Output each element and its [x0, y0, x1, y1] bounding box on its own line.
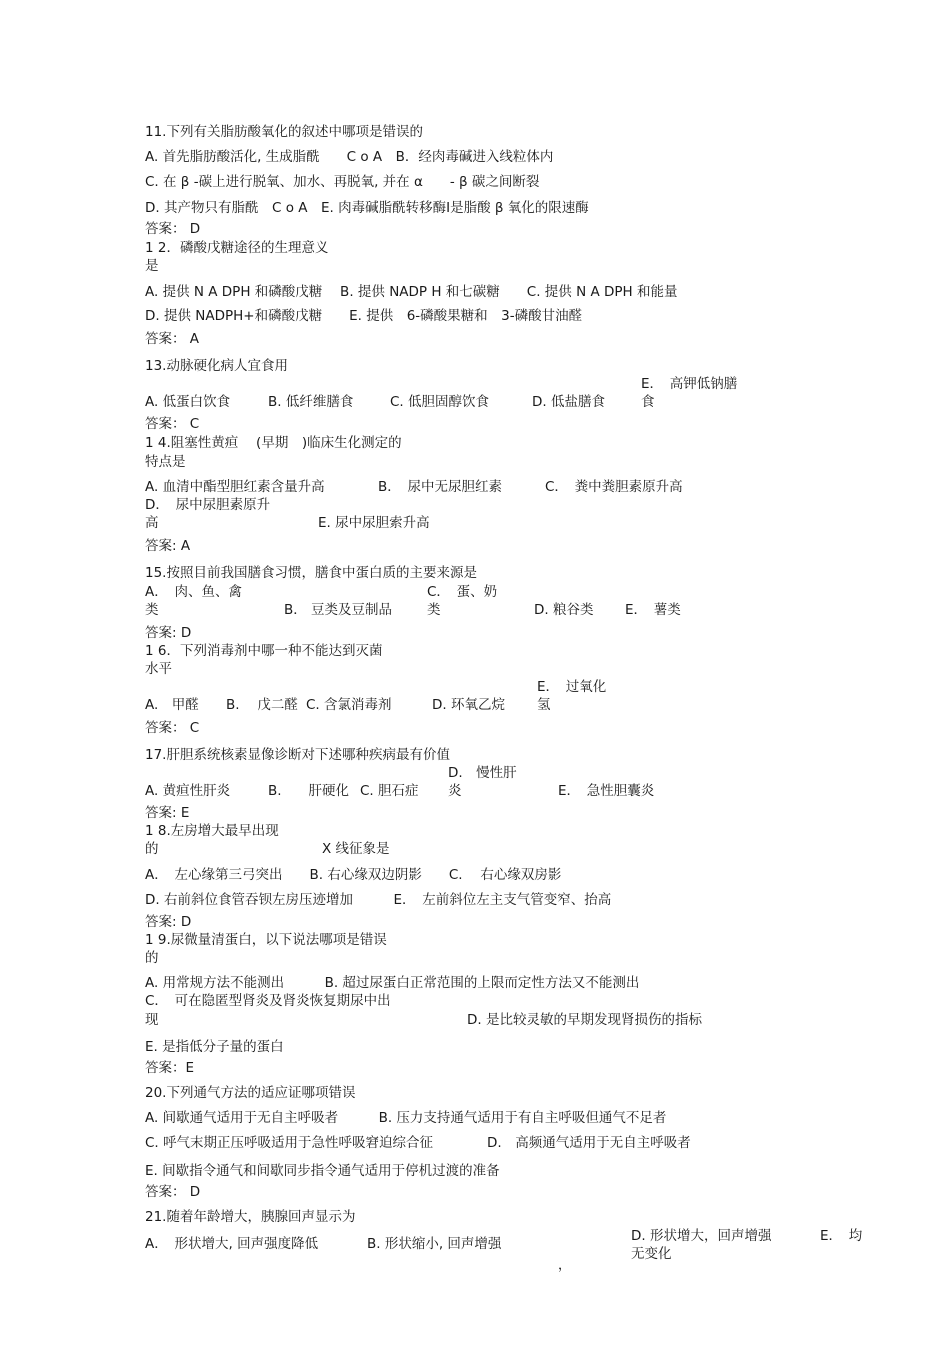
q13-answer: 答案： C	[145, 416, 200, 432]
q12-answer: 答案： A	[145, 331, 200, 347]
q15-option-b: B． 豆类及豆制品	[284, 602, 393, 618]
q17-option-d-line2: 炎	[448, 783, 462, 799]
q13-option-a: A. 低蛋白饮食	[145, 394, 231, 410]
q15-answer: 答案: D	[145, 625, 192, 641]
q16-stem-line2: 水平	[145, 661, 172, 677]
q14-option-c: C． 粪中粪胆素原升高	[545, 479, 683, 495]
q17-option-b: B. 肝硬化	[268, 783, 350, 799]
q17-option-a: A. 黄疸性肝炎	[145, 783, 231, 799]
q19-option-c-line1: C． 可在隐匿型肾炎及肾炎恢复期尿中出	[145, 993, 391, 1009]
q11-stem: 11.下列有关脂肪酸氧化的叙述中哪项是错误的	[145, 124, 423, 140]
q16-stem-line1: 1 6．下列消毒剂中哪一种不能达到灭菌	[145, 643, 383, 659]
q17-stem: 17.肝胆系统核素显像诊断对下述哪种疾病最有价值	[145, 747, 450, 763]
q21-option-e-line2: 无变化	[631, 1246, 672, 1262]
q17-answer: 答案: E	[145, 805, 190, 821]
q12-stem-line1: 1 2．磷酸戊糖途径的生理意义	[145, 240, 329, 256]
q15-option-c-line2: 类	[427, 602, 441, 618]
q21-option-e-line1: E． 均	[820, 1228, 863, 1244]
q11-option-c: C. 在 β -碳上进行脱氧、加水、再脱氧, 并在 α - β 碳之间断裂	[145, 174, 540, 190]
q16-option-e-line2: 氢	[537, 697, 551, 713]
q21-stem: 21.随着年龄增大，胰腺回声显示为	[145, 1209, 356, 1225]
q13-option-e-line1: E． 高钾低钠膳	[641, 376, 738, 392]
q14-option-d-line2: 高	[145, 515, 159, 531]
q15-stem: 15.按照目前我国膳食习惯，膳食中蛋白质的主要来源是	[145, 565, 477, 581]
q19-option-e: E. 是指低分子量的蛋白	[145, 1039, 284, 1055]
q13-option-e-line2: 食	[641, 394, 655, 410]
q18-options-abc: A． 左心缘第三弓突出 B. 右心缘双边阴影 C. 右心缘双房影	[145, 867, 562, 883]
q11-options-de: D. 其产物只有脂酰 C o A E. 肉毒碱脂酰转移酶Ⅰ是脂酸 β 氧化的限速酶	[145, 200, 589, 216]
q16-option-c: C. 含氯消毒剂	[306, 697, 392, 713]
q13-option-c: C. 低胆固醇饮食	[390, 394, 490, 410]
q16-option-e-line1: E． 过氧化	[537, 679, 607, 695]
q20-answer: 答案： D	[145, 1184, 201, 1200]
q17-option-c: C. 胆石症	[360, 783, 419, 799]
q19-stem-line2: 的	[145, 950, 159, 966]
q21-option-d: D. 形状增大，回声增强	[631, 1228, 772, 1244]
q18-stem-line2: 的	[145, 841, 159, 857]
q19-options-ab: A. 用常规方法不能测出 B. 超过尿蛋白正常范围的上限而定性方法又不能测出	[145, 975, 640, 991]
q14-option-e: E. 尿中尿胆索升高	[318, 515, 430, 531]
q12-stem-line2: 是	[145, 258, 159, 274]
q21-option-a: A． 形状增大, 回声强度降低	[145, 1236, 319, 1252]
q14-option-d-line1: D． 尿中尿胆素原升	[145, 497, 271, 513]
q14-answer: 答案: A	[145, 538, 191, 554]
q16-option-a: A. 甲醛	[145, 697, 199, 713]
q20-options-ab: A. 间歇通气适用于无自主呼吸者 B. 压力支持通气适用于有自主呼吸但通气不足者	[145, 1110, 667, 1126]
q15-option-d: D. 粮谷类	[534, 602, 594, 618]
q15-option-a-line1: A． 肉、鱼、禽	[145, 584, 242, 600]
q15-option-a-line2: 类	[145, 602, 159, 618]
q15-option-e: E． 薯类	[625, 602, 681, 618]
q18-stem-line3: X 线征象是	[322, 841, 390, 857]
q14-option-b: B． 尿中无尿胆红素	[378, 479, 503, 495]
q18-answer: 答案: D	[145, 914, 192, 930]
q20-option-e: E. 间歇指令通气和间歇同步指令通气适用于停机过渡的准备	[145, 1163, 500, 1179]
q13-option-d: D. 低盐膳食	[532, 394, 605, 410]
q12-options-de: D. 提供 NADPH+和磷酸戊糖 E. 提供 6-磷酸果糖和 3-磷酸甘油醛	[145, 308, 583, 324]
q12-options-abc: A. 提供 N A DPH 和磷酸戊糖 B. 提供 NADP H 和七碳糖 C. 提供 N A DPH 和能量	[145, 284, 678, 300]
q20-options-cd: C. 呼气末期正压呼吸适用于急性呼吸窘迫综合征 D. 高频通气适用于无自主呼吸者	[145, 1135, 691, 1151]
q16-option-d: D. 环氧乙烷	[432, 697, 505, 713]
q14-option-a: A. 血清中酯型胆红素含量升高	[145, 479, 325, 495]
q19-option-c-line2: 现	[145, 1012, 159, 1028]
q16-answer: 答案： C	[145, 720, 200, 736]
q21-tail-mark: ，	[558, 1258, 572, 1273]
q19-stem-line1: 1 9.尿微量清蛋白，以下说法哪项是错误	[145, 932, 387, 948]
q17-option-d-line1: D. 慢性肝	[448, 765, 517, 781]
q11-answer: 答案： D	[145, 221, 201, 237]
q18-stem-line1: 1 8.左房增大最早出现	[145, 823, 279, 839]
q20-stem: 20.下列通气方法的适应证哪项错误	[145, 1085, 356, 1101]
q14-stem-line2: 特点是	[145, 454, 186, 470]
q13-option-b: B. 低纤维膳食	[268, 394, 354, 410]
q13-stem: 13.动脉硬化病人宜食用	[145, 358, 288, 374]
q18-options-de: D. 右前斜位食管吞钡左房压迹增加 E． 左前斜位左主支气管变窄、抬高	[145, 892, 612, 908]
q11-options-ab: A. 首先脂肪酸活化, 生成脂酰 C o A B．经肉毒碱进入线粒体内	[145, 149, 554, 165]
q17-option-e: E． 急性胆囊炎	[558, 783, 655, 799]
q16-option-b: B. 戊二醛	[226, 697, 298, 713]
q15-option-c-line1: C． 蛋、奶	[427, 584, 498, 600]
q19-option-d: D. 是比较灵敏的早期发现肾损伤的指标	[467, 1012, 702, 1028]
q21-option-b: B. 形状缩小, 回声增强	[367, 1236, 502, 1252]
q14-stem-line1: 1 4.阻塞性黄疸 (早期 )临床生化测定的	[145, 435, 402, 451]
q19-answer: 答案：E	[145, 1060, 195, 1076]
